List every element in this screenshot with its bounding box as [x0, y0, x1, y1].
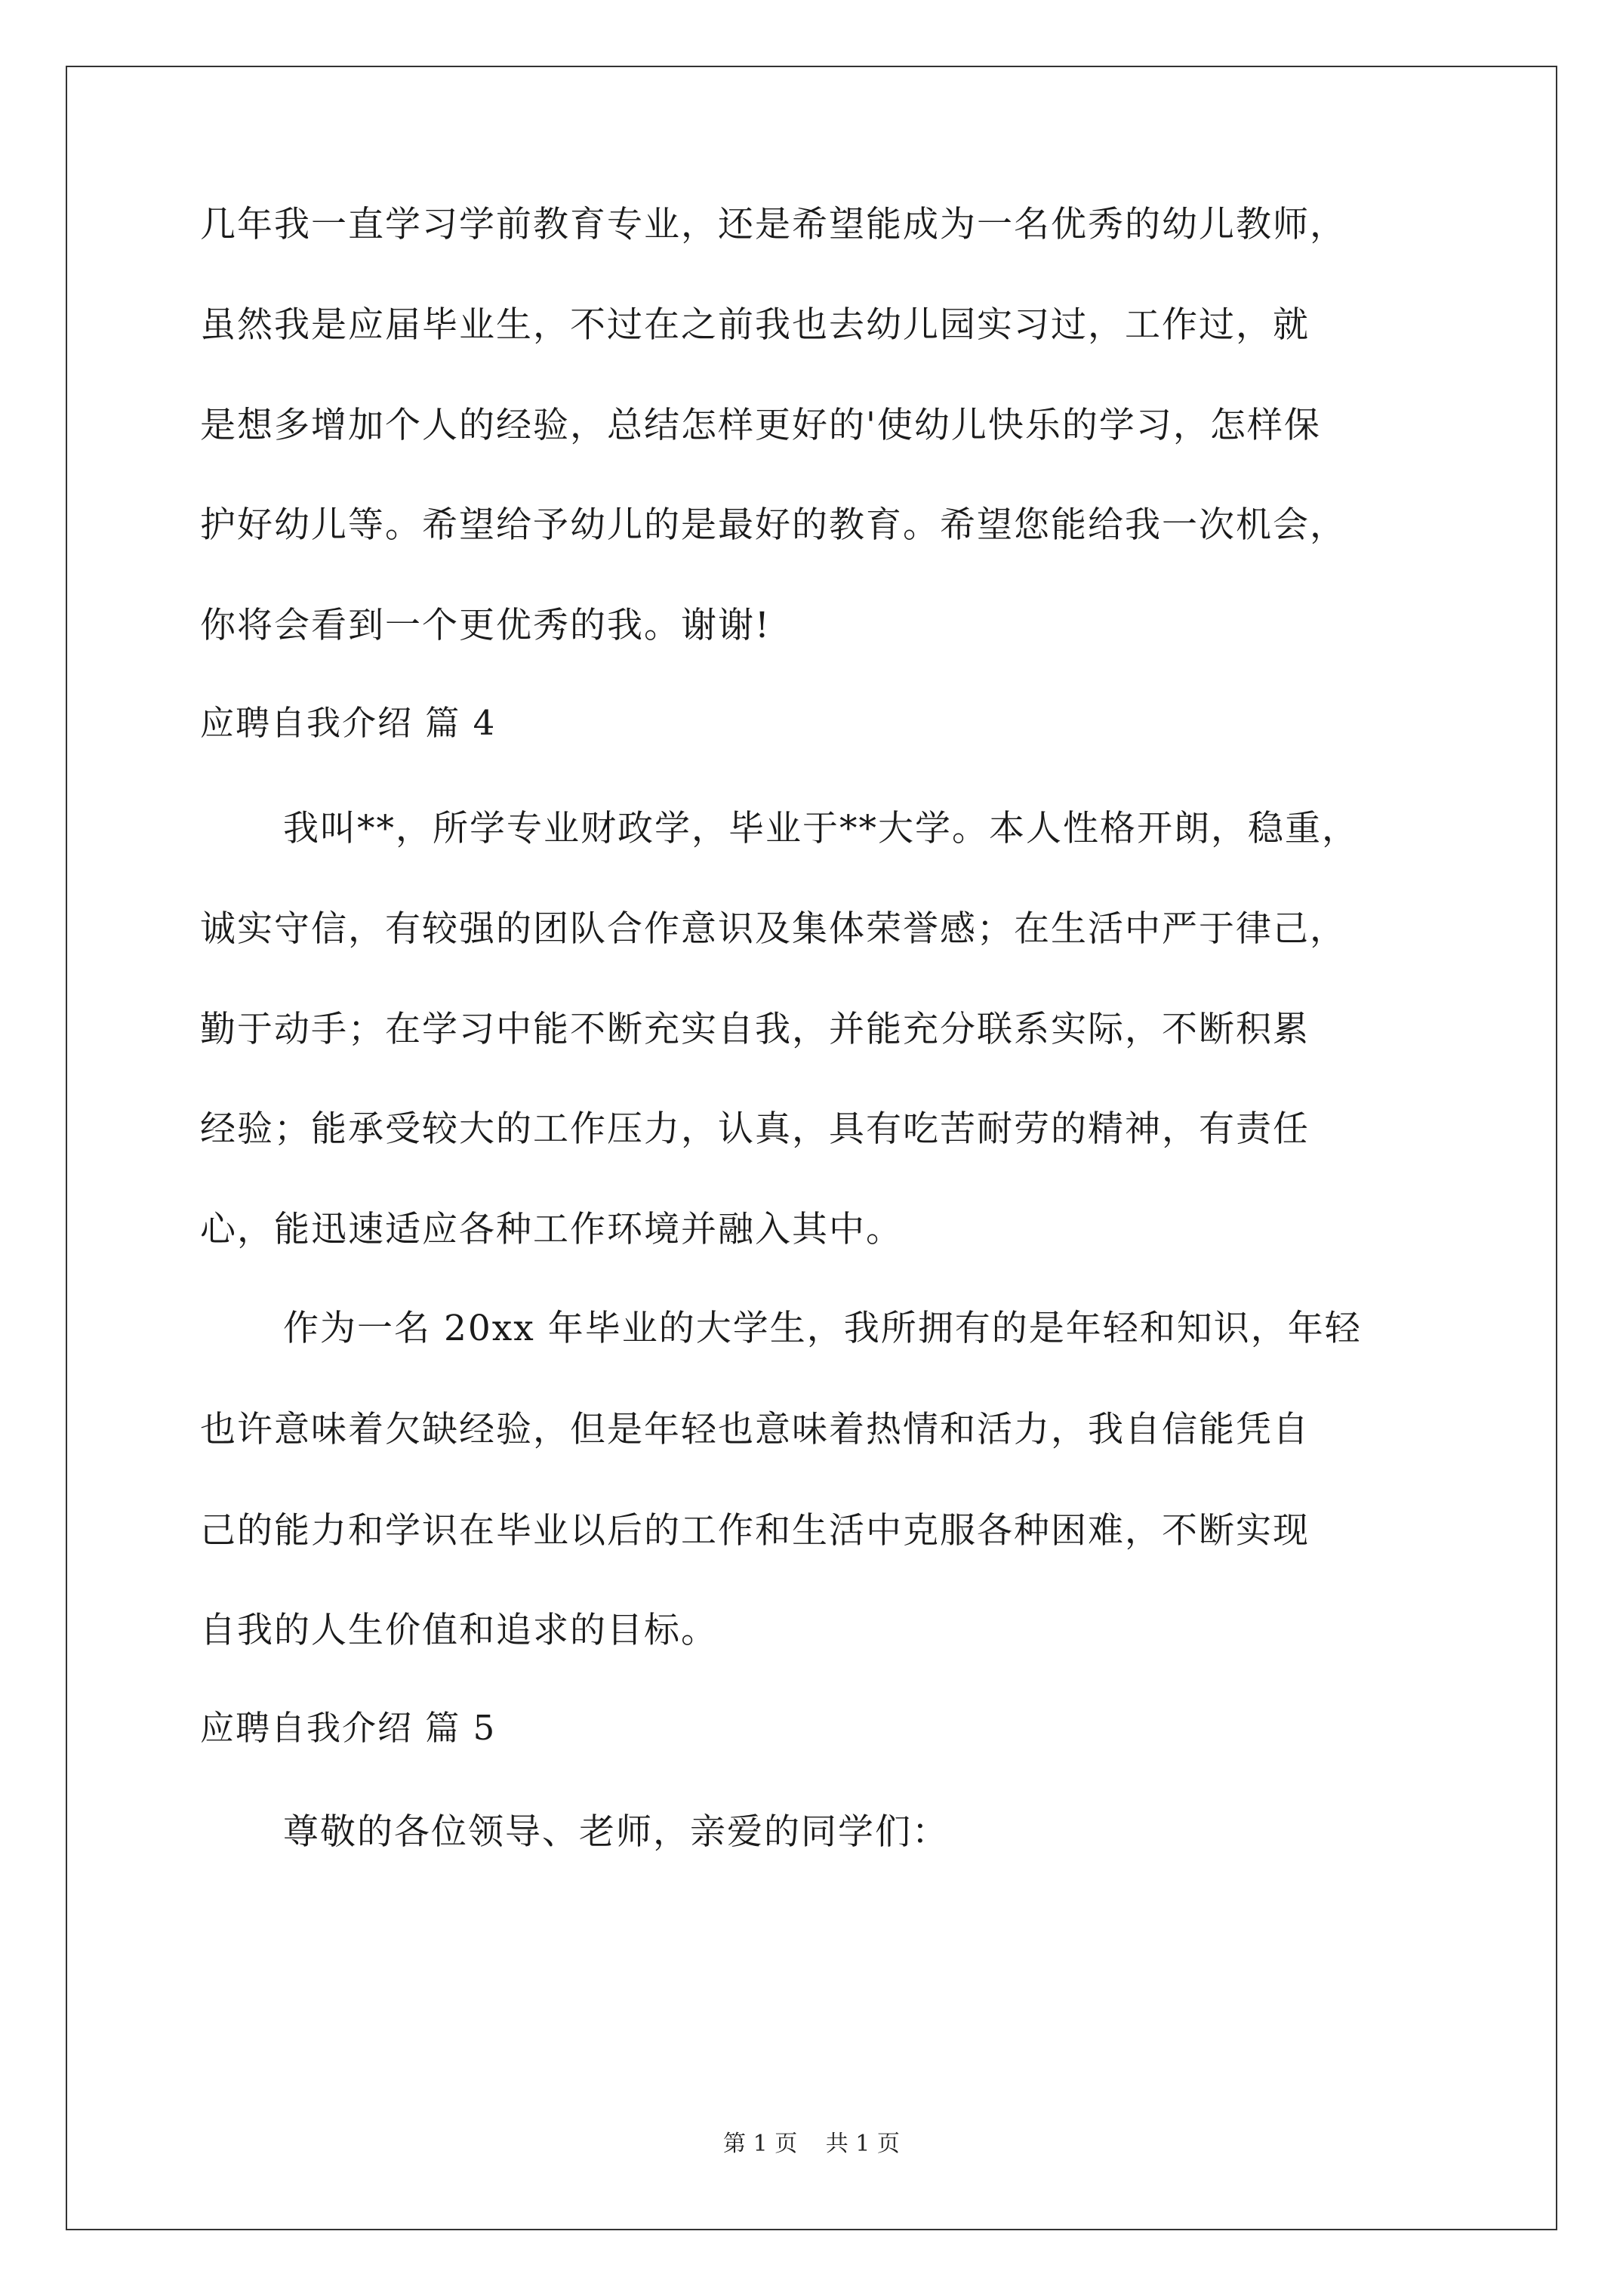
- text-line: 护好幼儿等。希望给予幼儿的是最好的教育。希望您能给我一次机会，: [200, 504, 1347, 546]
- section-heading: 应聘自我介绍 篇 5: [200, 1708, 497, 1748]
- page-total: 共 1 页: [825, 2131, 900, 2157]
- page-number: 第 1 页: [723, 2131, 798, 2157]
- text-line: 虽然我是应届毕业生，不过在之前我也去幼儿园实习过，工作过，就: [200, 304, 1310, 346]
- text-line: 是想多增加个人的经验，总结怎样更好的'使幼儿快乐的学习，怎样保: [200, 405, 1321, 446]
- text-line: 也许意味着欠缺经验，但是年轻也意味着热情和活力，我自信能凭自: [200, 1409, 1310, 1450]
- text-line: 经验；能承受较大的工作压力，认真，具有吃苦耐劳的精神，有责任: [200, 1108, 1310, 1150]
- text-line: 作为一名 20xx 年毕业的大学生，我所拥有的是年轻和知识，年轻: [283, 1308, 1362, 1349]
- text-line: 我叫**，所学专业财政学，毕业于**大学。本人性格开朗，稳重，: [283, 808, 1359, 849]
- text-line: 几年我一直学习学前教育专业，还是希望能成为一名优秀的幼儿教师，: [200, 204, 1347, 245]
- section-heading: 应聘自我介绍 篇 4: [200, 703, 497, 743]
- text-line: 己的能力和学识在毕业以后的工作和生活中克服各种困难，不断实现: [200, 1510, 1310, 1552]
- text-line: 尊敬的各位领导、老师，亲爱的同学们：: [283, 1811, 949, 1853]
- text-line: 诚实守信，有较强的团队合作意识及集体荣誉感；在生活中严于律己，: [200, 908, 1347, 950]
- page-footer: [0, 2129, 1623, 2159]
- text-line: 心，能迅速适应各种工作环境并融入其中。: [200, 1209, 903, 1250]
- text-line: 勤于动手；在学习中能不断充实自我，并能充分联系实际，不断积累: [200, 1009, 1310, 1050]
- text-line: 你将会看到一个更优秀的我。谢谢!: [200, 605, 771, 646]
- text-line: 自我的人生价值和追求的目标。: [200, 1610, 718, 1651]
